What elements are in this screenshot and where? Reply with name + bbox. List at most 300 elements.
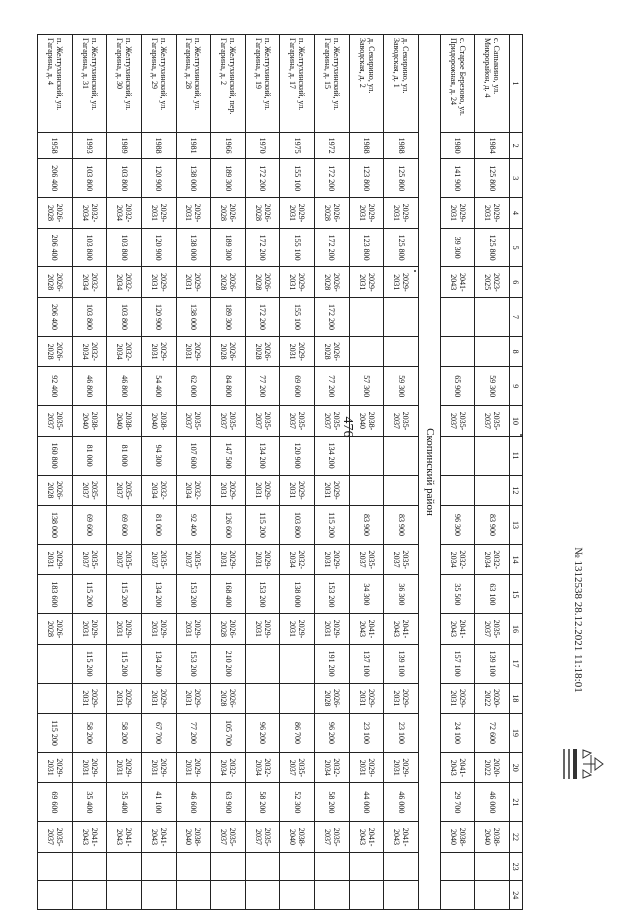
section-title: Скопинский район [418,35,440,910]
table-cell [349,336,384,367]
table-cell: 2029-2031 [245,544,280,575]
table-cell [72,881,107,910]
table-cell: 96 200 [315,714,350,753]
table-cell: 2029-2031 [280,336,315,367]
column-header: 12 [510,475,523,506]
table-cell: 2032-2034 [280,544,315,575]
table-cell: 115 200 [107,575,142,614]
table-cell: 115 200 [107,644,142,683]
table-cell [440,475,475,506]
table-cell: 123 800 [349,159,384,198]
table-cell: 1988 [349,132,384,159]
table-cell [280,881,315,910]
table-cell: 2035-2037 [315,822,350,853]
table-cell: 2032-2034 [107,267,142,298]
table-cell: 2029-2031 [141,198,176,229]
table-cell: 120 900 [280,436,315,475]
legal-logo [559,747,607,781]
table-cell: 2035-2037 [107,544,142,575]
table-cell: 58 200 [245,783,280,822]
table-cell: 58 200 [107,714,142,753]
table-cell: 115 200 [72,575,107,614]
column-header: 22 [510,822,523,853]
table-cell: 189 300 [211,228,246,267]
table-cell: 2035-2037 [475,406,510,437]
table-cell: 155 100 [280,159,315,198]
table-cell: 2029-2031 [349,683,384,714]
column-header: 6 [510,267,523,298]
table-cell: 153 200 [315,575,350,614]
table-cell: 2029-2031 [384,752,419,783]
table-cell: 107 600 [176,436,211,475]
table-cell: 172 200 [245,228,280,267]
table-cell: 2029-2031 [349,198,384,229]
table-body-bottom [38,35,419,910]
table-cell: 206 400 [38,298,73,337]
page-number: 476 [340,416,355,438]
table-cell: 2026-2028 [38,267,73,298]
table-row [349,35,384,910]
table-cell: 2035-2037 [176,406,211,437]
address-cell: п. Желтухинский, ул. Гагарина, д. 17 [280,35,315,133]
table-cell: 172 200 [315,228,350,267]
table-cell: 29 700 [440,783,475,822]
table-cell: 2041-2043 [107,822,142,853]
table-cell [475,475,510,506]
column-header: 11 [510,436,523,475]
table-cell: 24 100 [440,714,475,753]
table-cell [107,881,142,910]
column-header: 17 [510,644,523,683]
table-cell: 2029-2031 [176,752,211,783]
table-cell: 58 200 [315,783,350,822]
table-cell: 2041-2043 [440,614,475,645]
table-cell: 168 400 [211,575,246,614]
table-cell: 1988 [384,132,419,159]
table-row [440,35,475,910]
table-cell: 77 200 [176,714,211,753]
table-cell: 2041-2043 [440,752,475,783]
table-cell [245,683,280,714]
table-cell: 83 900 [475,506,510,545]
table-cell: 2029-2031 [141,336,176,367]
table-row [72,35,107,910]
table-cell [440,336,475,367]
table-cell: 2029-2031 [384,267,419,298]
table-cell: 94 300 [141,436,176,475]
table-cell: 2029-2031 [72,683,107,714]
table-cell: 35 400 [72,783,107,822]
table-cell: 2035-2037 [38,822,73,853]
table-cell: 2029-2031 [107,752,142,783]
table-cell: 92 400 [38,367,73,406]
table-cell: 2035-2037 [38,406,73,437]
column-header: 3 [510,159,523,198]
table-cell [440,881,475,910]
column-header: 24 [510,881,523,910]
table-cell: 138 000 [176,298,211,337]
table-cell: 46 000 [475,783,510,822]
column-header: 20 [510,752,523,783]
table-cell: 172 200 [315,298,350,337]
table-cell: 115 200 [38,714,73,753]
table-cell: 141 900 [440,159,475,198]
column-header: 19 [510,714,523,753]
table-cell: 2026-2028 [315,336,350,367]
table-cell [475,436,510,475]
table-cell [245,881,280,910]
table-row [280,35,315,910]
table-cell: 1958 [38,132,73,159]
table-cell [72,852,107,881]
table-cell: 2041-2043 [349,822,384,853]
table-cell [349,298,384,337]
table-cell: 2029-2031 [280,614,315,645]
table-cell: 2038-2040 [475,822,510,853]
table-cell: 44 000 [349,783,384,822]
table-cell: 2032-2034 [72,267,107,298]
table-cell: 1989 [107,132,142,159]
table-cell: 2029-2031 [280,198,315,229]
table-row [315,35,350,910]
table-cell: 2029-2031 [176,614,211,645]
table-cell: 2035-2037 [245,822,280,853]
table-cell: 2041-2043 [384,614,419,645]
column-header: 23 [510,852,523,881]
table-cell: 2029-2031 [440,198,475,229]
table-cell: 46 800 [72,367,107,406]
table-cell: 46 000 [384,783,419,822]
table-cell: 125 800 [475,228,510,267]
table-cell: 103 800 [107,298,142,337]
address-cell: п. Желтухинский, ул. Гагарина, д. 15 [315,35,350,133]
table-cell: 103 800 [72,228,107,267]
table-cell [211,881,246,910]
table-cell [38,683,73,714]
table-cell: 2038-2040 [141,406,176,437]
repair-schedule-table [37,34,523,910]
table-cell: 138 000 [38,506,73,545]
table-cell: 1993 [72,132,107,159]
table-cell: 125 800 [384,159,419,198]
address-cell: п. Желтухинский, ул. Гагарина, д. 30 [107,35,142,133]
table-cell [141,881,176,910]
table-cell: 2026-2028 [38,198,73,229]
table-cell: 63 900 [211,783,246,822]
table-cell: 2032-2034 [245,752,280,783]
table-cell: 2035-2037 [211,822,246,853]
table-cell: 189 300 [211,159,246,198]
table-cell [245,852,280,881]
table-cell: 2029-2031 [38,752,73,783]
column-header: 14 [510,544,523,575]
table-cell: 2026-2028 [211,683,246,714]
table-cell: 2029-2031 [315,544,350,575]
table-cell: 81 000 [107,436,142,475]
address-cell: д. Секирино, ул. Заводская, д. 2 [349,35,384,133]
table-cell: 36 300 [384,575,419,614]
address-cell: п. Желтухинский, пер. Гагарина, д. 2 [211,35,246,133]
address-cell: п. Желтухинский, ул. Гагарина, д. 29 [141,35,176,133]
table-cell: 2035-2037 [211,406,246,437]
table-cell: 77 200 [245,367,280,406]
table-cell: 2035-2037 [280,406,315,437]
table-cell: 2029-2031 [315,614,350,645]
table-cell: 34 300 [349,575,384,614]
table-cell: 125 800 [384,228,419,267]
table-cell: 1970 [245,132,280,159]
table-cell: 2032-2034 [141,475,176,506]
table-cell: 86 700 [280,714,315,753]
table-cell: 2023-2025 [475,267,510,298]
table-cell: 155 100 [280,298,315,337]
table-cell: 46 600 [176,783,211,822]
table-cell [384,475,419,506]
table-cell [38,644,73,683]
table-cell: 23 100 [349,714,384,753]
table-cell: 2029-2031 [176,336,211,367]
table-cell [475,881,510,910]
table-cell [440,436,475,475]
table-cell: 41 100 [141,783,176,822]
table-cell: 2035-2037 [72,544,107,575]
table-row [475,35,510,910]
table-cell: 103 800 [107,159,142,198]
section-row [418,35,440,910]
table-cell [280,683,315,714]
table-row [107,35,142,910]
table-cell: 206 400 [38,228,73,267]
table-cell: 1966 [211,132,246,159]
table-cell: 137 100 [349,644,384,683]
table-cell: 1980 [440,132,475,159]
table-cell [349,852,384,881]
table-row [176,35,211,910]
table-cell: 2035-2037 [349,544,384,575]
table-cell: 2029-2031 [176,267,211,298]
table-cell: 2032-2034 [72,336,107,367]
table-cell: 2029-2031 [245,614,280,645]
table-cell [475,336,510,367]
table-cell: 81 000 [72,436,107,475]
table-cell: 183 600 [38,575,73,614]
table-row [141,35,176,910]
table-cell: 2032-2034 [107,336,142,367]
table-cell: 35 500 [440,575,475,614]
table-cell: 2035-2037 [107,475,142,506]
table-cell: 77 200 [315,367,350,406]
column-header: 4 [510,198,523,229]
table-cell: 160 800 [38,436,73,475]
table-cell: 134 200 [141,575,176,614]
repair-schedule-table-container [37,34,523,910]
table-cell: 69 600 [280,367,315,406]
table-cell: 1981 [176,132,211,159]
table-cell: 103 800 [72,298,107,337]
column-header: 8 [510,336,523,367]
table-cell: 2029-2031 [141,683,176,714]
column-header: 21 [510,783,523,822]
table-cell: 39 300 [440,228,475,267]
table-cell: 2029-2031 [245,475,280,506]
table-cell [176,881,211,910]
table-cell: 23 100 [384,714,419,753]
table-cell [384,336,419,367]
table-cell: 2035-2037 [440,406,475,437]
table-cell: 2041-2043 [440,267,475,298]
table-cell: 120 900 [141,159,176,198]
table-cell [107,852,142,881]
table-cell: 2026-2028 [245,267,280,298]
table-cell: 83 900 [384,506,419,545]
table-cell [315,852,350,881]
table-cell: 2029-2031 [176,683,211,714]
table-cell: 2026-2028 [38,336,73,367]
table-cell: 2032-2034 [315,752,350,783]
table-cell: 1972 [315,132,350,159]
table-cell: 2035-2037 [176,544,211,575]
address-cell: п. Желтухинский, ул. Гагарина, д. 4 [38,35,73,133]
table-cell: 54 400 [141,367,176,406]
table-cell: 103 800 [107,228,142,267]
table-cell: 2029-2031 [384,683,419,714]
table-cell: 2029-2031 [349,267,384,298]
table-cell: 103 800 [280,506,315,545]
table-cell: 62 000 [176,367,211,406]
table-cell: 2026-2028 [245,198,280,229]
table-cell: 103 800 [72,159,107,198]
column-header: 10 [510,406,523,437]
table-cell: 2035-2037 [72,475,107,506]
table-row [384,35,419,910]
table-cell: 2035-2037 [280,752,315,783]
table-cell: 2038-2040 [107,406,142,437]
table-body-top [440,35,509,910]
table-cell: 92 400 [176,506,211,545]
table-cell: 1975 [280,132,315,159]
table-cell: 83 900 [349,506,384,545]
table-cell: 2032-2034 [211,752,246,783]
table-cell: 125 800 [475,159,510,198]
table-cell: 2038-2040 [440,822,475,853]
table-cell: 1988 [141,132,176,159]
address-cell: с. Сапыкино, ул. Микрорайон, д. 4 [475,35,510,133]
table-cell: 58 200 [72,714,107,753]
table-cell [349,475,384,506]
table-cell: 2026-2028 [38,614,73,645]
table-cell [440,298,475,337]
table-cell: 35 400 [107,783,142,822]
table-cell: 120 900 [141,298,176,337]
address-cell: с. Старое Березово, ул. Придорожная, д. 24 [440,35,475,133]
table-cell [440,852,475,881]
table-cell: 2029-2031 [72,614,107,645]
table-cell: 59 300 [384,367,419,406]
table-cell: 115 200 [72,644,107,683]
table-cell: 2041-2043 [384,822,419,853]
table-cell [38,852,73,881]
column-header: 15 [510,575,523,614]
table-cell: 2029-2031 [38,544,73,575]
table-cell: 153 200 [245,575,280,614]
table-cell: 126 600 [211,506,246,545]
table-cell: 120 900 [141,228,176,267]
table-cell: 2029-2031 [384,198,419,229]
table-cell: 2029-2031 [141,752,176,783]
table-cell: 63 100 [475,575,510,614]
table-cell: 210 200 [211,644,246,683]
table-cell: 172 200 [245,298,280,337]
table-cell: 153 200 [176,644,211,683]
table-cell: 2041-2043 [349,614,384,645]
table-cell: 2020-2022 [475,683,510,714]
table-cell: 105 700 [211,714,246,753]
table-cell: 96 300 [440,506,475,545]
table-cell: 2026-2028 [211,336,246,367]
table-cell [38,881,73,910]
table-cell: 2029-2031 [475,198,510,229]
table-cell: 2029-2031 [141,614,176,645]
table-cell [141,852,176,881]
table-cell: 2020-2022 [475,752,510,783]
column-header: 18 [510,683,523,714]
table-row [245,35,280,910]
table-cell: 2029-2031 [440,683,475,714]
table-cell: 191 200 [315,644,350,683]
table-cell: 123 800 [349,228,384,267]
table-cell: 134 200 [141,644,176,683]
table-cell: 134 200 [245,436,280,475]
scan-speck [414,270,416,272]
table-cell: 69 600 [38,783,73,822]
table-cell [475,852,510,881]
table-cell: 72 600 [475,714,510,753]
table-cell: 84 800 [211,367,246,406]
table-cell: 172 200 [245,159,280,198]
table-cell: 206 400 [38,159,73,198]
table-cell: 2032-2034 [475,544,510,575]
table-cell: 46 800 [107,367,142,406]
table-cell [245,644,280,683]
table-cell: 2035-2037 [315,406,350,437]
table-cell: 2032-2034 [440,544,475,575]
table-cell [384,298,419,337]
table-cell: 153 200 [176,575,211,614]
table-cell: 67 700 [141,714,176,753]
table-cell: 2035-2037 [141,544,176,575]
address-cell: д. Секирино, ул. Заводская, д. 1 [384,35,419,133]
column-header: 1 [510,35,523,133]
table-cell: 2032-2034 [107,198,142,229]
table-cell: 172 200 [315,159,350,198]
column-header: 16 [510,614,523,645]
table-cell: 157 100 [440,644,475,683]
table-cell: 2032-2034 [176,475,211,506]
column-header: 5 [510,228,523,267]
table-row [211,35,246,910]
table-cell: 65 900 [440,367,475,406]
table-cell: 69 600 [107,506,142,545]
table-row [38,35,73,910]
table-cell: 59 300 [475,367,510,406]
table-cell: 2026-2028 [315,267,350,298]
header-row [510,35,523,910]
table-cell: 96 200 [245,714,280,753]
table-cell: 2029-2031 [176,198,211,229]
table-cell: 138 000 [280,575,315,614]
table-cell: 2035-2037 [475,614,510,645]
table-cell: 134 200 [315,436,350,475]
